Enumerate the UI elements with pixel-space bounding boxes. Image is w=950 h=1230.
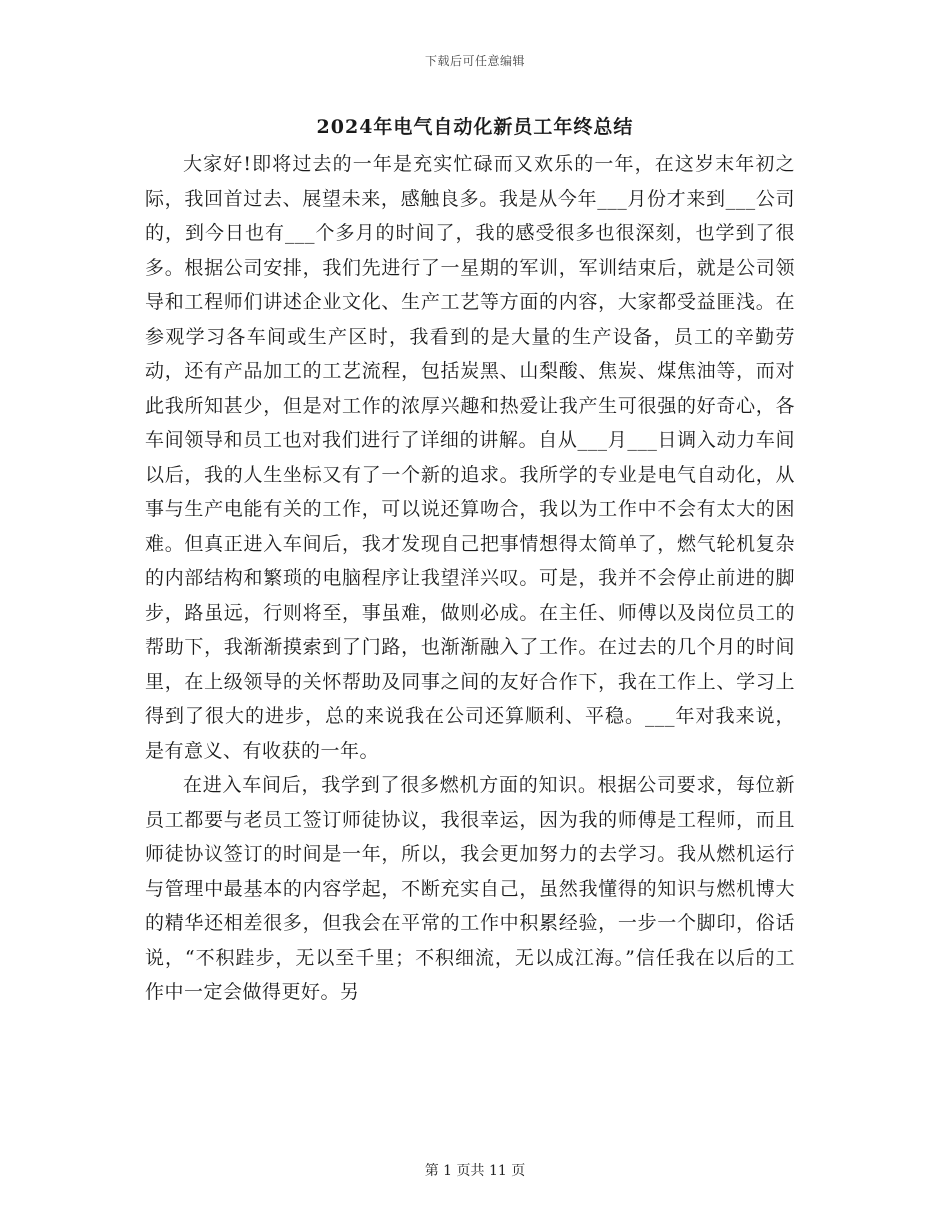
paragraph: 大家好!即将过去的一年是充实忙碌而又欢乐的一年，在这岁末年初之际，我回首过去、展望未来，感触良多。我是从今年___月份才来到___公司的，到今日也有___个多月的时间了，我的感受很多也很深刻，也学到了很多。根据公司安排，我们先进行了一星期的军训，军训结束后，就是公司领导和工程师们讲述企业文化、生产工艺等方面的内容，大家都受益匪浅。在参观学习各车间或生产区时，我看到的是大量的生产设备，员工的辛勤劳动，还有产品加工的工艺流程，包括炭黑、山梨酸、焦炭、煤焦油等，而对此我所知甚少，但是对工作的浓厚兴趣和热爱让我产生可很强的好奇心，各车间领导和员工也对我们进行了详细的讲解。自从___月___日调入动力车间以后，我的人生坐标又有了一个新的追求。我所学的专业是电气自动化，从事与生产电能有关的工作，可以说还算吻合，我以为工作中不会有太大的困难。但真正进入车间后，我才发现自己把事情想得太简单了，燃气轮机复杂的内部结构和繁琐的电脑程序让我望洋兴叹。可是，我并不会停止前进的脚步，路虽远，行则将至，事虽难，做则必成。在主任、师傅以及岗位员工的帮助下，我渐渐摸索到了门路，也渐渐融入了工作。在过去的几个月的时间里，在上级领导的关怀帮助及同事之间的友好合作下，我在工作上、学习上得到了很大的进步，总的来说我在公司还算顺利、平稳。___年对我来说，是有意义、有收获的一年。 bbox=[145, 153, 795, 762]
paragraph: 在进入车间后，我学到了很多燃机方面的知识。根据公司要求，每位新员工都要与老员工签订师徒协议，我很幸运，因为我的师傅是工程师，而且师徒协议签订的时间是一年，所以，我会更加努力的去学习。我从燃机运行与管理中最基本的内容学起，不断充实自己，虽然我懂得的知识与燃机博大的精华还相差很多，但我会在平常的工作中积累经验，一步一个脚印，俗话说，“不积跬步，无以至千里；不积细流，无以成江海。”信任我在以后的工作中一定会做得更好。另 bbox=[145, 774, 795, 1003]
document-title: 2024年电气自动化新员工年终总结 bbox=[316, 116, 634, 138]
header-note: 下载后可任意编辑 bbox=[424, 54, 525, 68]
document-body bbox=[145, 147, 795, 1010]
page-number-footer: 第 1 页共 11 页 bbox=[424, 1163, 526, 1179]
